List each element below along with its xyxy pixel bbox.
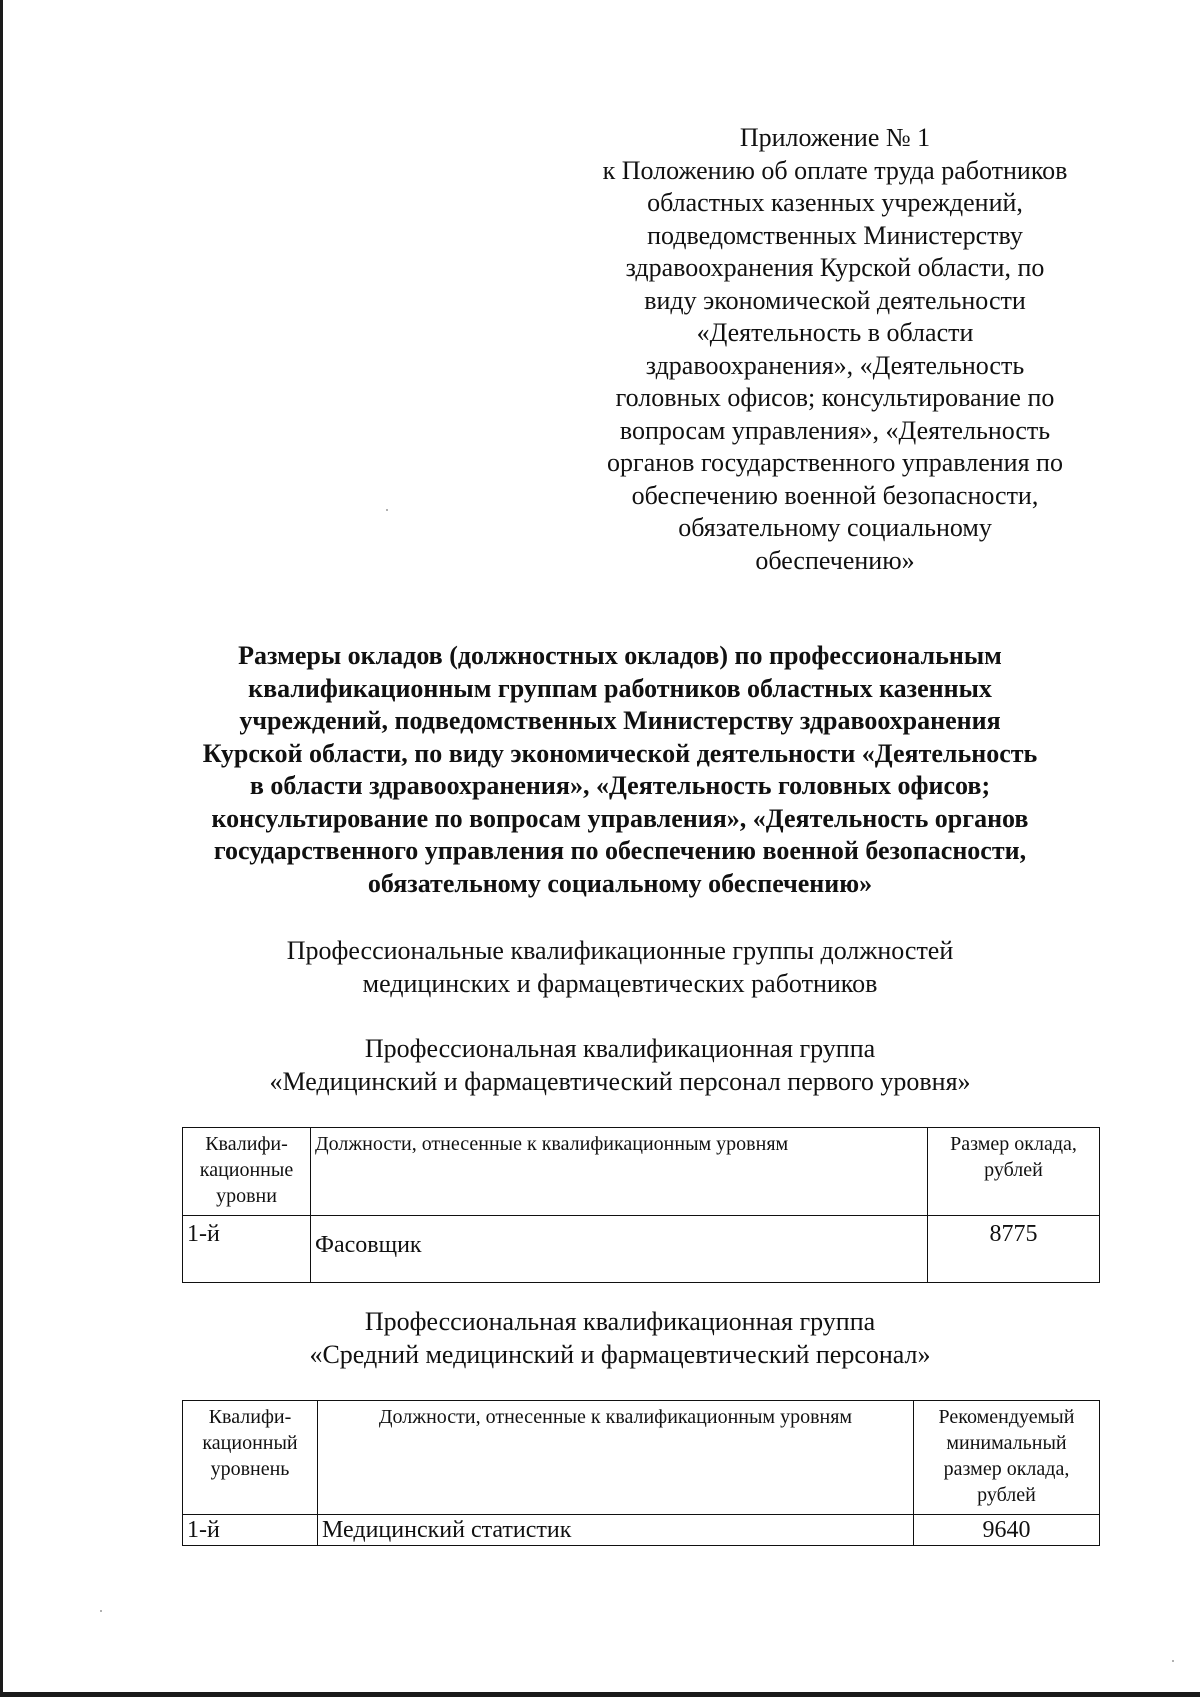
title-line: государственного управления по обеспечению военной безопасности, [213, 836, 1027, 865]
cell-salary: 9640 [914, 1515, 1100, 1546]
title-line: учреждений, подведомственных Министерству здравоохранения [239, 706, 1001, 735]
appendix-line: областных казенных учреждений, [647, 188, 1023, 217]
title-line: Курской области, по виду экономической деятельности «Деятельность [202, 738, 1038, 768]
appendix-line: подведомственных Министерству [647, 220, 1023, 250]
scan-speck [1172, 1660, 1174, 1662]
group2-heading-line: Профессиональная квалификационная группа [364, 1307, 876, 1336]
section-heading-line: медицинских и фармацевтических работников [362, 968, 878, 998]
table-header-row [183, 1401, 1100, 1515]
header-position: Должности, отнесенные к квалификационным уровням [318, 1401, 914, 1515]
header-salary: Размер оклада, рублей [928, 1128, 1100, 1216]
group1-heading-line: Профессиональная квалификационная группа [364, 1034, 876, 1063]
appendix-line: обеспечению военной безопасности, [631, 480, 1039, 510]
appendix-line: вопросам управления», «Деятельность [619, 415, 1051, 445]
group2-heading-line: «Средний медицинский и фармацевтический персонал» [309, 1339, 931, 1369]
cell-position: Фасовщик [311, 1216, 928, 1283]
section-heading [150, 935, 1090, 1000]
title-line: консультирование по вопросам управления», «Деятельность органов [211, 803, 1029, 833]
group1-heading [150, 1033, 1090, 1098]
group2-table [182, 1400, 1100, 1546]
appendix-line: здравоохранения», «Деятельность [645, 350, 1025, 380]
title-line: обязательному социальному обеспечению» [367, 868, 873, 898]
group1-table [182, 1127, 1100, 1283]
title-line: квалификационным группам работников областных казенных [248, 673, 992, 703]
appendix-line: к Положению об оплате труда работников [602, 155, 1068, 185]
appendix-note [560, 122, 1110, 577]
appendix-line: органов государственного управления по [607, 448, 1063, 477]
scan-speck [100, 1610, 102, 1612]
header-position: Должности, отнесенные к квалификационным уровням [311, 1128, 928, 1216]
cell-position: Медицинский статистик [318, 1515, 914, 1546]
appendix-line: обеспечению» [755, 545, 915, 575]
header-level: Квалифи- кационный уровнень [183, 1401, 318, 1515]
table-row [183, 1515, 1100, 1546]
appendix-line: виду экономической деятельности [644, 285, 1026, 315]
table-header-row [183, 1128, 1100, 1216]
table-row [183, 1216, 1100, 1283]
cell-level: 1-й [183, 1515, 318, 1546]
cell-salary: 8775 [928, 1216, 1100, 1283]
cell-level: 1-й [183, 1216, 311, 1283]
header-salary: Рекомендуемый минимальный размер оклада, рублей [914, 1401, 1100, 1515]
appendix-line: головных офисов; консультирование по [615, 383, 1055, 412]
scan-bottom-edge [0, 1692, 1200, 1697]
scan-speck [386, 509, 388, 511]
appendix-line: обязательному социальному [678, 513, 992, 542]
appendix-line: «Деятельность в области [696, 318, 974, 347]
appendix-line: Приложение № 1 [739, 123, 931, 152]
appendix-line: здравоохранения Курской области, по [625, 253, 1045, 282]
group2-heading [150, 1306, 1090, 1371]
document-title [150, 640, 1090, 900]
title-line: Размеры окладов (должностных окладов) по профессиональным [238, 641, 1002, 670]
header-level: Квалифи- кационные уровни [183, 1128, 311, 1216]
section-heading-line: Профессиональные квалификационные группы должностей [286, 936, 954, 965]
group1-heading-line: «Медицинский и фармацевтический персонал первого уровня» [269, 1066, 971, 1096]
title-line: в области здравоохранения», «Деятельность головных офисов; [249, 771, 991, 800]
scan-left-edge [0, 0, 3, 1697]
